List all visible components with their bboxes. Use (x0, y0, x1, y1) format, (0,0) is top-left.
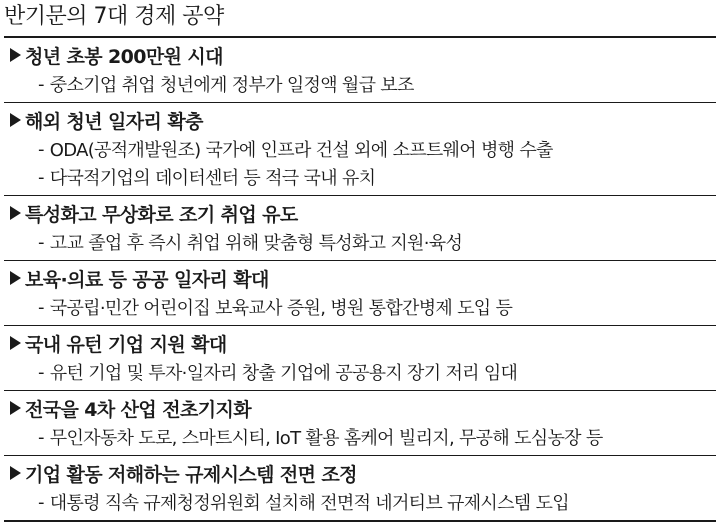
pledge-section (4, 103, 716, 196)
pledge-heading-text: 해외 청년 일자리 확충 (25, 110, 203, 133)
pledge-heading (4, 458, 716, 488)
pledge-detail-text: 중소기업 취업 청년에게 정부가 일정액 월급 보조 (49, 75, 414, 96)
pledge-detail (4, 423, 716, 451)
triangle-right-icon (10, 271, 21, 285)
triangle-right-icon (10, 336, 21, 350)
pledge-detail-text: 고교 졸업 후 즉시 취업 위해 맞춤형 특성화고 지원·육성 (49, 233, 463, 254)
pledge-heading-text: 전국을 4차 산업 전초기지화 (25, 398, 251, 421)
pledge-detail-text: ODA(공적개발원조) 국가에 인프라 건설 외에 소프트웨어 병행 수출 (49, 140, 553, 161)
dash-marker: - (38, 361, 44, 383)
pledge-section (4, 196, 716, 261)
pledge-heading (4, 328, 716, 358)
pledge-section (4, 391, 716, 456)
pledge-heading (4, 198, 716, 228)
pledge-table (4, 36, 716, 522)
triangle-right-icon (10, 401, 21, 415)
pledge-heading-text: 청년 초봉 200만원 시대 (25, 45, 223, 68)
dash-marker: - (38, 166, 44, 188)
dash-marker: - (38, 296, 44, 318)
pledge-section (4, 456, 716, 522)
pledge-detail-text: 유턴 기업 및 투자·일자리 창출 기업에 공공용지 장기 저리 임대 (49, 363, 518, 384)
pledge-detail (4, 488, 716, 516)
pledge-section (4, 38, 716, 103)
pledge-section (4, 261, 716, 326)
pledge-heading (4, 263, 716, 293)
pledge-heading (4, 393, 716, 423)
triangle-right-icon (10, 206, 21, 220)
pledge-detail (4, 135, 716, 163)
pledge-heading-text: 보육·의료 등 공공 일자리 확대 (25, 268, 269, 291)
pledge-detail (4, 358, 716, 386)
pledge-heading (4, 40, 716, 70)
page-title: 반기문의 7대 경제 공약 (4, 4, 224, 29)
dash-marker: - (38, 138, 44, 160)
triangle-right-icon (10, 466, 21, 480)
dash-marker: - (38, 231, 44, 253)
pledge-detail-text: 다국적기업의 데이터센터 등 적극 국내 유치 (49, 168, 376, 189)
pledge-detail-text: 무인자동차 도로, 스마트시티, IoT 활용 홈케어 빌리지, 무공해 도심농장 등 (49, 428, 603, 449)
pledge-heading-text: 특성화고 무상화로 조기 취업 유도 (25, 203, 298, 226)
pledge-detail (4, 293, 716, 321)
pledge-detail (4, 228, 716, 256)
triangle-right-icon (10, 48, 21, 62)
pledge-detail (4, 163, 716, 191)
triangle-right-icon (10, 113, 21, 127)
dash-marker: - (38, 426, 44, 448)
pledge-section (4, 326, 716, 391)
dash-marker: - (38, 73, 44, 95)
pledge-detail-text: 국공립·민간 어린이집 보육교사 증원, 병원 통합간병제 도입 등 (49, 298, 513, 319)
pledge-detail (4, 70, 716, 98)
pledge-detail-text: 대통령 직속 규제청정위원회 설치해 전면적 네거티브 규제시스템 도입 (49, 493, 569, 514)
pledge-heading (4, 105, 716, 135)
pledge-heading-text: 국내 유턴 기업 지원 확대 (25, 333, 227, 356)
dash-marker: - (38, 491, 44, 513)
pledge-heading-text: 기업 활동 저해하는 규제시스템 전면 조정 (25, 463, 357, 486)
